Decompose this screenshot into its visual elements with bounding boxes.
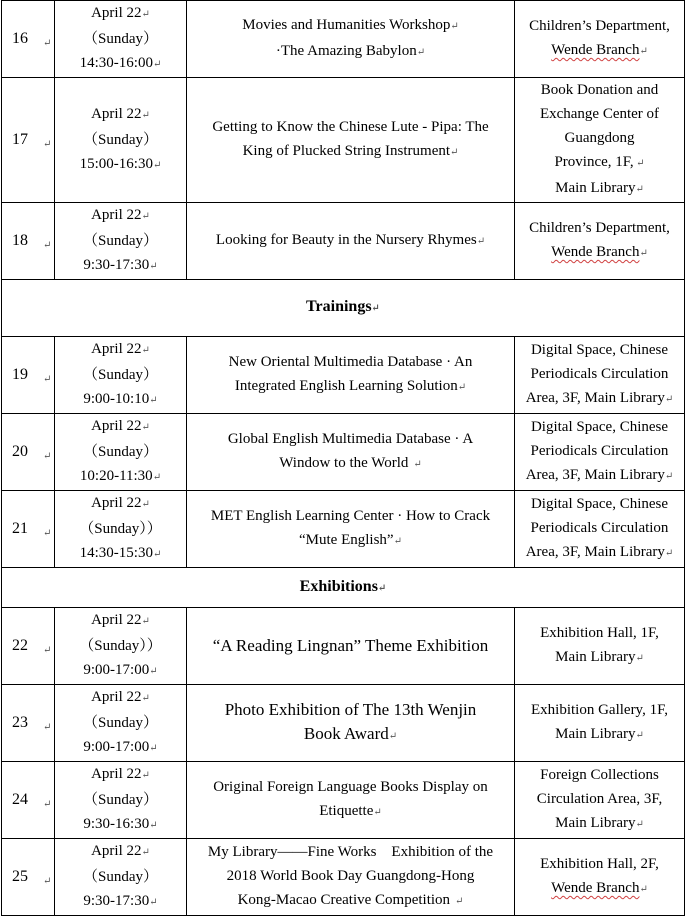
date-cell: April 22↵ （Sunday） 9:30-17:30↵	[55, 839, 187, 916]
table-row	[2, 685, 685, 762]
event-title: Looking for Beauty in the Nursery Rhymes↵	[187, 203, 515, 280]
events-table	[1, 0, 685, 916]
venue-cell: Children’s Department, Wende Branch↵	[515, 203, 685, 280]
date-cell: April 22↵ （Sunday）） 9:00-17:00↵	[55, 608, 187, 685]
venue-cell: Book Donation and Exchange Center of Guangdong Province, 1F, ↵ Main Library↵	[515, 78, 685, 203]
table-row	[2, 203, 685, 280]
date-cell: April 22↵ （Sunday） 14:30-16:00↵	[55, 1, 187, 78]
row-number: 16 ↵	[2, 1, 55, 78]
row-number: 18 ↵	[2, 203, 55, 280]
table-row	[2, 608, 685, 685]
venue-cell: Exhibition Hall, 1F, Main Library↵	[515, 608, 685, 685]
venue-cell: Children’s Department, Wende Branch↵	[515, 1, 685, 78]
row-number: 19 ↵	[2, 337, 55, 414]
table-row	[2, 491, 685, 568]
row-number: 17 ↵	[2, 78, 55, 203]
venue-cell: Digital Space, Chinese Periodicals Circulation Area, 3F, Main Library↵	[515, 414, 685, 491]
event-title: My Library——Fine Works Exhibition of the 2018 World Book Day Guangdong-Hong Kong-Macao Creative Competition ↵	[187, 839, 515, 916]
date-cell: April 22↵ （Sunday） 10:20-11:30↵	[55, 414, 187, 491]
table-row	[2, 337, 685, 414]
row-number: 25 ↵	[2, 839, 55, 916]
event-title: Photo Exhibition of The 13th Wenjin Book Award↵	[187, 685, 515, 762]
section-row	[2, 280, 685, 337]
table-row	[2, 839, 685, 916]
row-number: 20 ↵	[2, 414, 55, 491]
event-title: Global English Multimedia Database · A Window to the World ↵	[187, 414, 515, 491]
section-title-exhibitions: Exhibitions↵	[2, 568, 685, 608]
date-cell: April 22↵ （Sunday） 9:00-10:10↵	[55, 337, 187, 414]
venue-cell: Exhibition Gallery, 1F, Main Library↵	[515, 685, 685, 762]
event-title: Movies and Humanities Workshop↵ ·The Amazing Babylon↵	[187, 1, 515, 78]
row-number: 23 ↵	[2, 685, 55, 762]
row-number: 22 ↵	[2, 608, 55, 685]
venue-cell: Foreign Collections Circulation Area, 3F, Main Library↵	[515, 762, 685, 839]
event-title: Getting to Know the Chinese Lute - Pipa: The King of Plucked String Instrument↵	[187, 78, 515, 203]
event-title: “A Reading Lingnan” Theme Exhibition	[187, 608, 515, 685]
event-title: MET English Learning Center · How to Crack “Mute English”↵	[187, 491, 515, 568]
table-row	[2, 762, 685, 839]
date-cell: April 22↵ （Sunday） 9:00-17:00↵	[55, 685, 187, 762]
date-cell: April 22↵ （Sunday） 15:00-16:30↵	[55, 78, 187, 203]
table-row	[2, 1, 685, 78]
row-number: 21 ↵	[2, 491, 55, 568]
venue-cell: Digital Space, Chinese Periodicals Circulation Area, 3F, Main Library↵	[515, 337, 685, 414]
section-row	[2, 568, 685, 608]
date-cell: April 22↵ （Sunday） 9:30-17:30↵	[55, 203, 187, 280]
venue-cell: Digital Space, Chinese Periodicals Circulation Area, 3F, Main Library↵	[515, 491, 685, 568]
event-title: Original Foreign Language Books Display on Etiquette↵	[187, 762, 515, 839]
section-title-trainings: Trainings↵	[2, 280, 685, 337]
venue-cell: Exhibition Hall, 2F, Wende Branch↵	[515, 839, 685, 916]
table-row	[2, 414, 685, 491]
table-row	[2, 78, 685, 203]
date-cell: April 22↵ （Sunday）） 14:30-15:30↵	[55, 491, 187, 568]
date-cell: April 22↵ （Sunday） 9:30-16:30↵	[55, 762, 187, 839]
event-title: New Oriental Multimedia Database · An Integrated English Learning Solution↵	[187, 337, 515, 414]
row-number: 24 ↵	[2, 762, 55, 839]
